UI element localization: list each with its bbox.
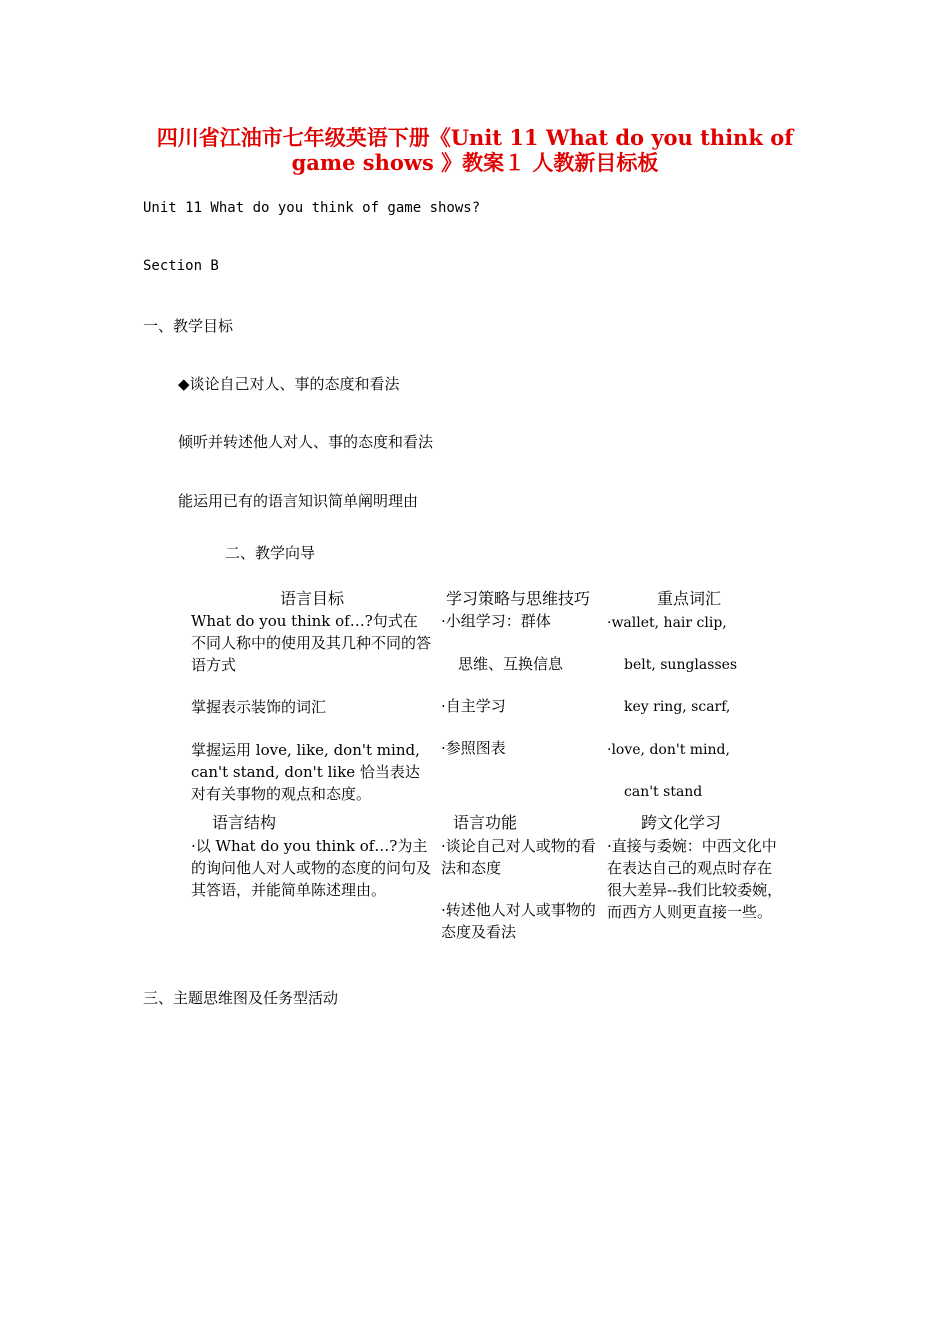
table-cell-function: ·转述他人对人或事物的态度及看法 xyxy=(441,901,596,941)
table-cell-vocab: belt, sunglasses xyxy=(624,657,738,673)
document-title-line-1: 四川省江油市七年级英语下册《Unit 11 What do you think of xyxy=(156,125,794,150)
table-cell-vocab: key ring, scarf, xyxy=(624,699,731,715)
table-cell-strategy: ·参照图表 xyxy=(441,739,506,757)
document-title-line-2: game shows 》教案１ 人教新目标板 xyxy=(291,150,659,175)
unit-subtitle: Unit 11 What do you think of game shows? xyxy=(143,200,481,216)
objective-item: ◆谈论自己对人、事的态度和看法 xyxy=(178,375,400,393)
table-header-function: 语言功能 xyxy=(453,813,518,832)
table-cell-function: ·谈论自己对人或物的看法和态度 xyxy=(441,837,596,877)
table-cell-goal: 掌握表示装饰的词汇 xyxy=(191,698,327,716)
heading-mindmap: 三、主题思维图及任务型活动 xyxy=(143,989,339,1007)
objective-item: 倾听并转述他人对人、事的态度和看法 xyxy=(178,433,434,451)
table-cell-culture: ·直接与委婉：中西文化中在表达自己的观点时存在很大差异--我们比较委婉，而西方人则更直接一些。 xyxy=(607,837,783,921)
table-header-structure: 语言结构 xyxy=(212,813,277,832)
table-cell-strategy: ·小组学习：群体 xyxy=(441,612,551,630)
heading-guide: 二、教学向导 xyxy=(225,544,316,562)
heading-objectives: 一、教学目标 xyxy=(143,317,234,335)
table-cell-strategy: 思维、互换信息 xyxy=(458,655,564,673)
table-cell-vocab: can't stand xyxy=(624,784,703,800)
section-label: Section B xyxy=(143,258,219,274)
table-header-strategy: 学习策略与思维技巧 xyxy=(446,589,591,608)
table-cell-goal: 掌握运用 love, like, don't mind, can't stand, don't like 恰当表达对有关事物的观点和态度。 xyxy=(191,741,420,803)
table-cell-goal: What do you think of…?句式在不同人称中的使用及其几种不同的答语方式 xyxy=(191,612,432,674)
table-cell-structure: ·以 What do you think of…?为主的询问他人对人或物的态度的问句及其答语，并能简单陈述理由。 xyxy=(191,837,432,899)
table-header-culture: 跨文化学习 xyxy=(641,813,722,832)
objective-item: 能运用已有的语言知识简单阐明理由 xyxy=(178,492,419,510)
table-cell-vocab: ·love, don't mind, xyxy=(607,742,730,758)
table-header-language-goal: 语言目标 xyxy=(280,589,345,608)
table-cell-strategy: ·自主学习 xyxy=(441,697,506,715)
table-header-vocabulary: 重点词汇 xyxy=(657,589,722,608)
table-cell-vocab: ·wallet, hair clip, xyxy=(607,615,727,631)
